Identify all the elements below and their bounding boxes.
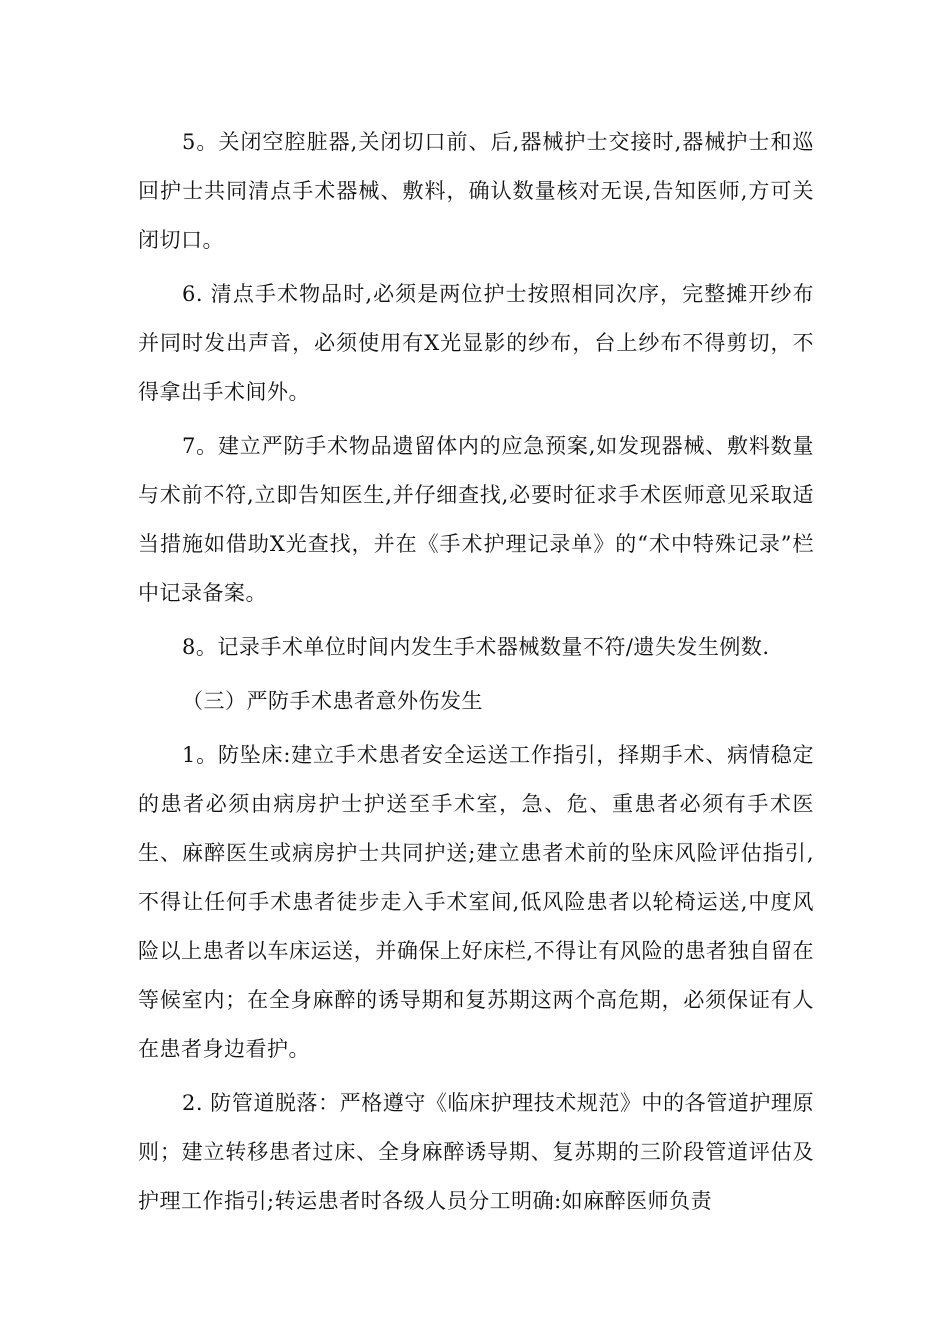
paragraph-tube-prevention: 2. 防管道脱落：严格遵守《临床护理技术规范》中的各管道护理原则；建立转移患者过床、全身麻醉诱导期、复苏期的三阶段管道评估及护理工作指引;转运患者时各级人员分工明确:如麻醉医师负责	[138, 1091, 814, 1213]
document-body	[138, 118, 814, 1231]
paragraph-item-5: 5。关闭空腔脏器,关闭切口前、后,器械护士交接时,器械护士和巡回护士共同清点手术器械、敷料，确认数量核对无误,告知医师,方可关闭切口。	[138, 130, 814, 252]
paragraph-item-8: 8。记录手术单位时间内发生手术器械数量不符/遗失发生例数.	[182, 635, 770, 659]
paragraph-fall-prevention: 1。防坠床:建立手术患者安全运送工作指引，择期手术、病情稳定的患者必须由病房护士护送至手术室，急、危、重患者必须有手术医生、麻醉医生或病房护士共同护送;建立患者术前的坠床风险评估指引,不得让任何手术患者徒步走入手术室间,低风险患者以轮椅运送,中度风险以上患者以车床运送，并确保上好床栏,不得让有风险的患者独自留在等候室内；在全身麻醉的诱导期和复苏期这两个高危期，必须保证有人在患者身边看护。	[138, 743, 814, 1061]
paragraph-item-7: 7。建立严防手术物品遗留体内的应急预案,如发现器械、敷料数量与术前不符,立即告知医生,并仔细查找,必要时征求手术医师意见采取适当措施如借助X光查找，并在《手术护理记录单》的“术中特殊记录”栏中记录备案。	[138, 434, 814, 605]
section-heading: （三）严防手术患者意外伤发生	[182, 689, 483, 713]
paragraph-item-6: 6. 清点手术物品时,必须是两位护士按照相同次序，完整摊开纱布并同时发出声音，必须使用有X光显影的纱布，台上纱布不得剪切，不得拿出手术间外。	[138, 282, 814, 404]
